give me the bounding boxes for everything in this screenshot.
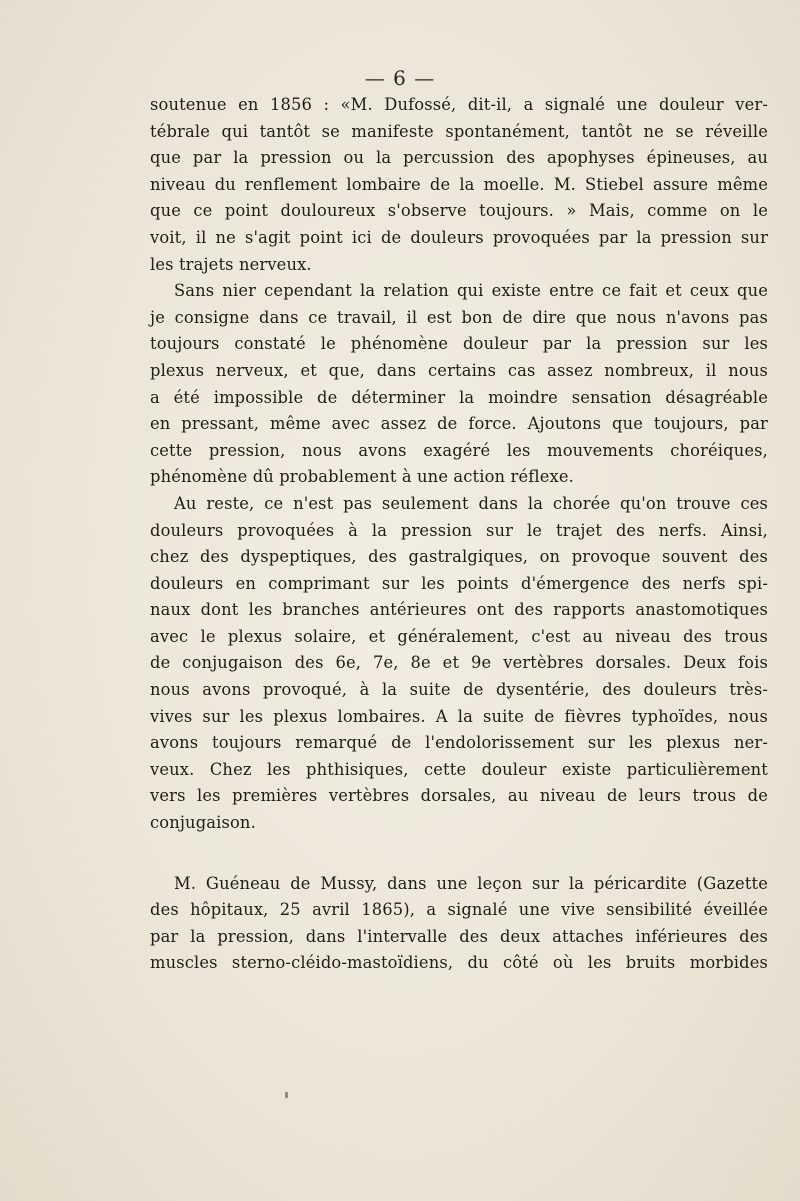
text-line: naux dont les branches antérieures ont des rapports anastomotiques: [150, 600, 768, 620]
text-line: douleurs provoquées à la pression sur le trajet des nerfs. Ainsi,: [150, 520, 768, 540]
text-line: les trajets nerveux.: [150, 254, 312, 274]
body-text: [150, 92, 768, 977]
paragraph-2: [150, 278, 768, 491]
text-line: cette pression, nous avons exagéré les mouvements choréiques,: [150, 440, 768, 460]
text-line: que par la pression ou la percussion des apophyses épineuses, au: [150, 148, 768, 168]
text-line: nous avons provoqué, à la suite de dysentérie, des douleurs très-: [150, 680, 768, 700]
text-line: plexus nerveux, et que, dans certains cas assez nombreux, il nous: [150, 360, 768, 380]
text-line: M. Guéneau de Mussy, dans une leçon sur la péricardite (Gazette: [174, 873, 768, 893]
text-line: toujours constaté le phénomène douleur par la pression sur les: [150, 334, 768, 354]
ink-speck: [285, 1092, 288, 1098]
text-line: par la pression, dans l'intervalle des deux attaches inférieures des: [150, 926, 768, 946]
text-line: conjugaison.: [150, 813, 256, 833]
text-line: Au reste, ce n'est pas seulement dans la chorée qu'on trouve ces: [174, 493, 768, 513]
text-line: Sans nier cependant la relation qui existe entre ce fait et ceux que: [174, 281, 768, 301]
text-line: que ce point douloureux s'observe toujours. » Mais, comme on le: [150, 201, 768, 221]
text-line: en pressant, même avec assez de force. Ajoutons que toujours, par: [150, 414, 768, 434]
page-number: — 6 —: [364, 66, 436, 90]
paragraph-1: [150, 92, 768, 278]
text-line: vives sur les plexus lombaires. A la suite de fièvres typhoïdes, nous: [150, 706, 768, 726]
text-line: soutenue en 1856 : «M. Dufossé, dit-il, a signalé une douleur ver-: [150, 95, 768, 114]
text-line: douleurs en comprimant sur les points d'émergence des nerfs spi-: [150, 573, 768, 593]
text-line: de conjugaison des 6e, 7e, 8e et 9e vertèbres dorsales. Deux fois: [150, 653, 768, 673]
text-line: muscles sterno-cléido-mastoïdiens, du côté où les bruits morbides: [150, 953, 768, 973]
text-line: avec le plexus solaire, et généralement, c'est au niveau des trous: [150, 626, 768, 646]
text-line: phénomène dû probablement à une action réflexe.: [150, 467, 574, 487]
text-line: veux. Chez les phthisiques, cette douleur existe particulièrement: [150, 759, 768, 779]
text-line: avons toujours remarqué de l'endolorissement sur les plexus ner-: [150, 733, 768, 753]
paragraph-4: [150, 871, 768, 977]
text-line: niveau du renflement lombaire de la moelle. M. Stiebel assure même: [150, 174, 768, 194]
text-line: a été impossible de déterminer la moindre sensation désagréable: [150, 387, 768, 407]
text-line: voit, il ne s'agit point ici de douleurs provoquées par la pression sur: [150, 227, 768, 247]
paragraph-3: [150, 491, 768, 837]
text-line: je consigne dans ce travail, il est bon de dire que nous n'avons pas: [150, 307, 768, 327]
paragraph-gap: [150, 837, 768, 871]
text-line: chez des dyspeptiques, des gastralgiques, on provoque souvent des: [150, 547, 768, 567]
text-line: tébrale qui tantôt se manifeste spontanément, tantôt ne se réveille: [150, 121, 768, 141]
text-line: vers les premières vertèbres dorsales, au niveau de leurs trous de: [150, 786, 768, 806]
text-line: des hôpitaux, 25 avril 1865), a signalé une vive sensibilité éveillée: [150, 900, 768, 920]
